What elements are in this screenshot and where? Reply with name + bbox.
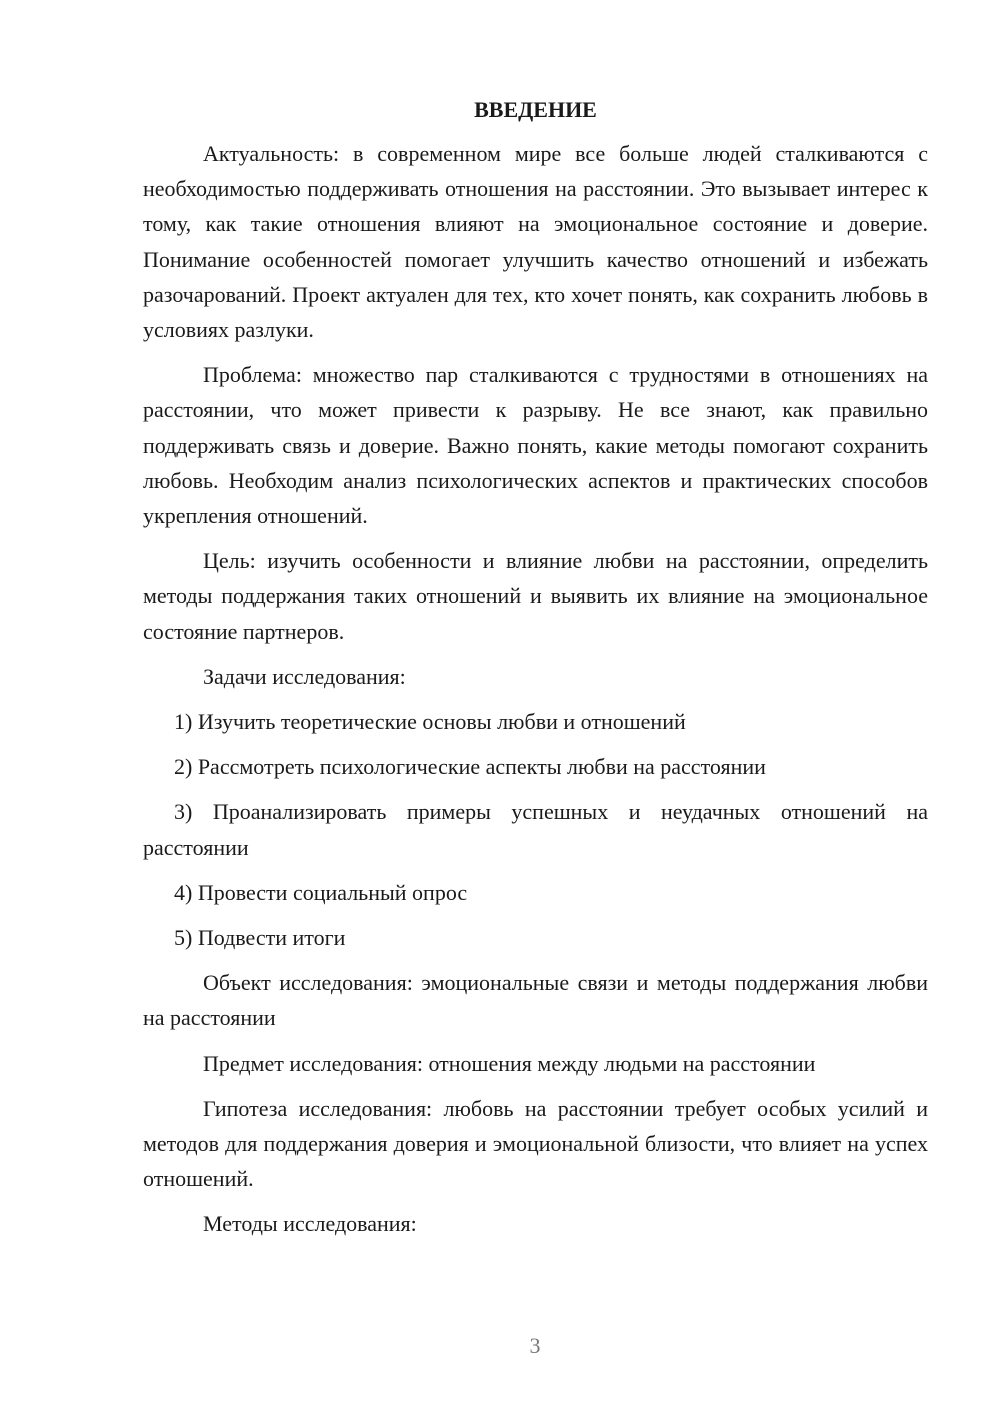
task-item: 2) Рассмотреть психологические аспекты любви на расстоянии <box>174 754 766 780</box>
page-number: 3 <box>529 1333 541 1358</box>
task-item: 5) Подвести итоги <box>174 925 346 951</box>
subject-paragraph: Предмет исследования: отношения между людьми на расстоянии <box>203 1050 816 1076</box>
hypothesis-paragraph: Гипотеза исследования: любовь на расстоянии требует особых усилий и методов для поддержания доверия и эмоциональной близости, что влияет на успех отношений. <box>143 1095 928 1192</box>
relevance-paragraph: Актуальность: в современном мире все больше людей сталкиваются с необходимостью поддерживать отношения на расстоянии. Это вызывает интерес к тому, как такие отношения влияют на эмоциональное состояние и доверие. Понимание особенностей помогает улучшить качество отношений и избежать разочарований. Проект актуален для тех, кто хочет понять, как сохранить любовь в условиях разлуки. <box>143 141 928 343</box>
object-paragraph: Объект исследования: эмоциональные связи и методы поддержания любви на расстоянии <box>143 970 928 1031</box>
task-item: 1) Изучить теоретические основы любви и отношений <box>174 709 686 735</box>
problem-paragraph: Проблема: множество пар сталкиваются с трудностями в отношениях на расстоянии, что может привести к разрыву. Не все знают, как правильно поддерживать связь и доверие. Важно понять, какие методы помогают сохранить любовь. Необходим анализ психологических аспектов и практических способов укрепления отношений. <box>143 362 928 529</box>
task-item: 3) Проанализировать примеры успешных и неудачных отношений на расстоянии <box>143 799 928 860</box>
section-title: ВВЕДЕНИЕ <box>474 97 597 122</box>
tasks-heading: Задачи исследования: <box>203 663 406 689</box>
document-page <box>143 92 928 1252</box>
goal-paragraph: Цель: изучить особенности и влияние любви на расстоянии, определить методы поддержания таких отношений и выявить их влияние на эмоциональное состояние партнеров. <box>143 548 928 644</box>
methods-heading: Методы исследования: <box>203 1211 417 1237</box>
task-item: 4) Провести социальный опрос <box>174 879 468 905</box>
